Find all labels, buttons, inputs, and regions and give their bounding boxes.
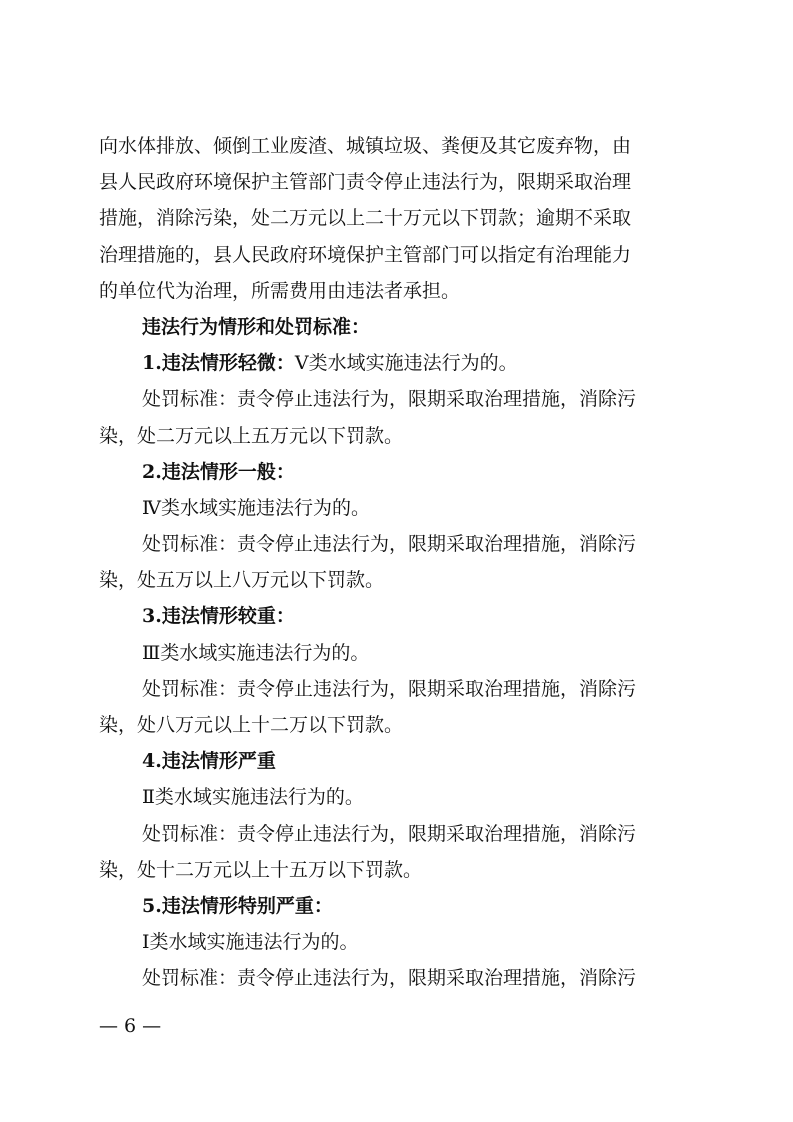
- paragraph-line: 县人民政府环境保护主管部门责令停止违法行为，限期采取治理: [99, 171, 632, 194]
- case-1-penalty-line-1: 处罚标准：责令停止违法行为，限期采取治理措施，消除污: [142, 388, 637, 411]
- case-5-description: Ⅰ类水域实施违法行为的。: [142, 931, 359, 954]
- case-3-title: 3.违法情形较重：: [142, 605, 295, 628]
- paragraph-line: 向水体排放、倾倒工业废渣、城镇垃圾、粪便及其它废弃物，由: [99, 135, 632, 157]
- case-5-penalty-line-1: 处罚标准：责令停止违法行为，限期采取治理措施，消除污: [142, 967, 637, 990]
- case-4-penalty-line-1: 处罚标准：责令停止违法行为，限期采取治理措施，消除污: [142, 822, 637, 845]
- page-number: — 6 —: [99, 1015, 162, 1037]
- case-4-title: 4.违法情形严重: [142, 750, 276, 773]
- paragraph-line: 措施，消除污染，处二万元以上二十万元以下罚款；逾期不采取: [99, 207, 632, 230]
- case-1-description: Ⅴ类水域实施违法行为的。: [294, 352, 518, 375]
- case-1-line: [99, 345, 699, 381]
- case-3-penalty-line-2: 染，处八万元以上十二万以下罚款。: [99, 714, 404, 736]
- paragraph-line: 治理措施的，县人民政府环境保护主管部门可以指定有治理能力: [99, 243, 632, 266]
- case-1-title: 1.违法情形轻微：: [142, 352, 295, 375]
- section-heading: 违法行为情形和处罚标准：: [142, 315, 371, 338]
- case-4-penalty-line-2: 染，处十二万元以上十五万以下罚款。: [99, 858, 423, 881]
- case-2-penalty-line-2: 染，处五万以上八万元以下罚款。: [99, 569, 385, 592]
- case-2-title: 2.违法情形一般：: [142, 460, 295, 483]
- case-2-penalty-line-1: 处罚标准：责令停止违法行为，限期采取治理措施，消除污: [142, 533, 637, 556]
- case-1-penalty-line-2: 染，处二万元以上五万元以下罚款。: [99, 424, 404, 447]
- case-3-penalty-line-1: 处罚标准：责令停止违法行为，限期采取治理措施，消除污: [142, 677, 637, 700]
- case-3-description: Ⅲ类水域实施违法行为的。: [142, 641, 370, 664]
- document-body: [99, 128, 699, 997]
- case-5-title: 5.违法情形特别严重：: [142, 894, 333, 917]
- case-4-description: Ⅱ类水域实施违法行为的。: [142, 786, 364, 809]
- case-2-description: Ⅳ类水域实施违法行为的。: [142, 496, 370, 519]
- paragraph-line: 的单位代为治理，所需费用由违法者承担。: [99, 279, 461, 302]
